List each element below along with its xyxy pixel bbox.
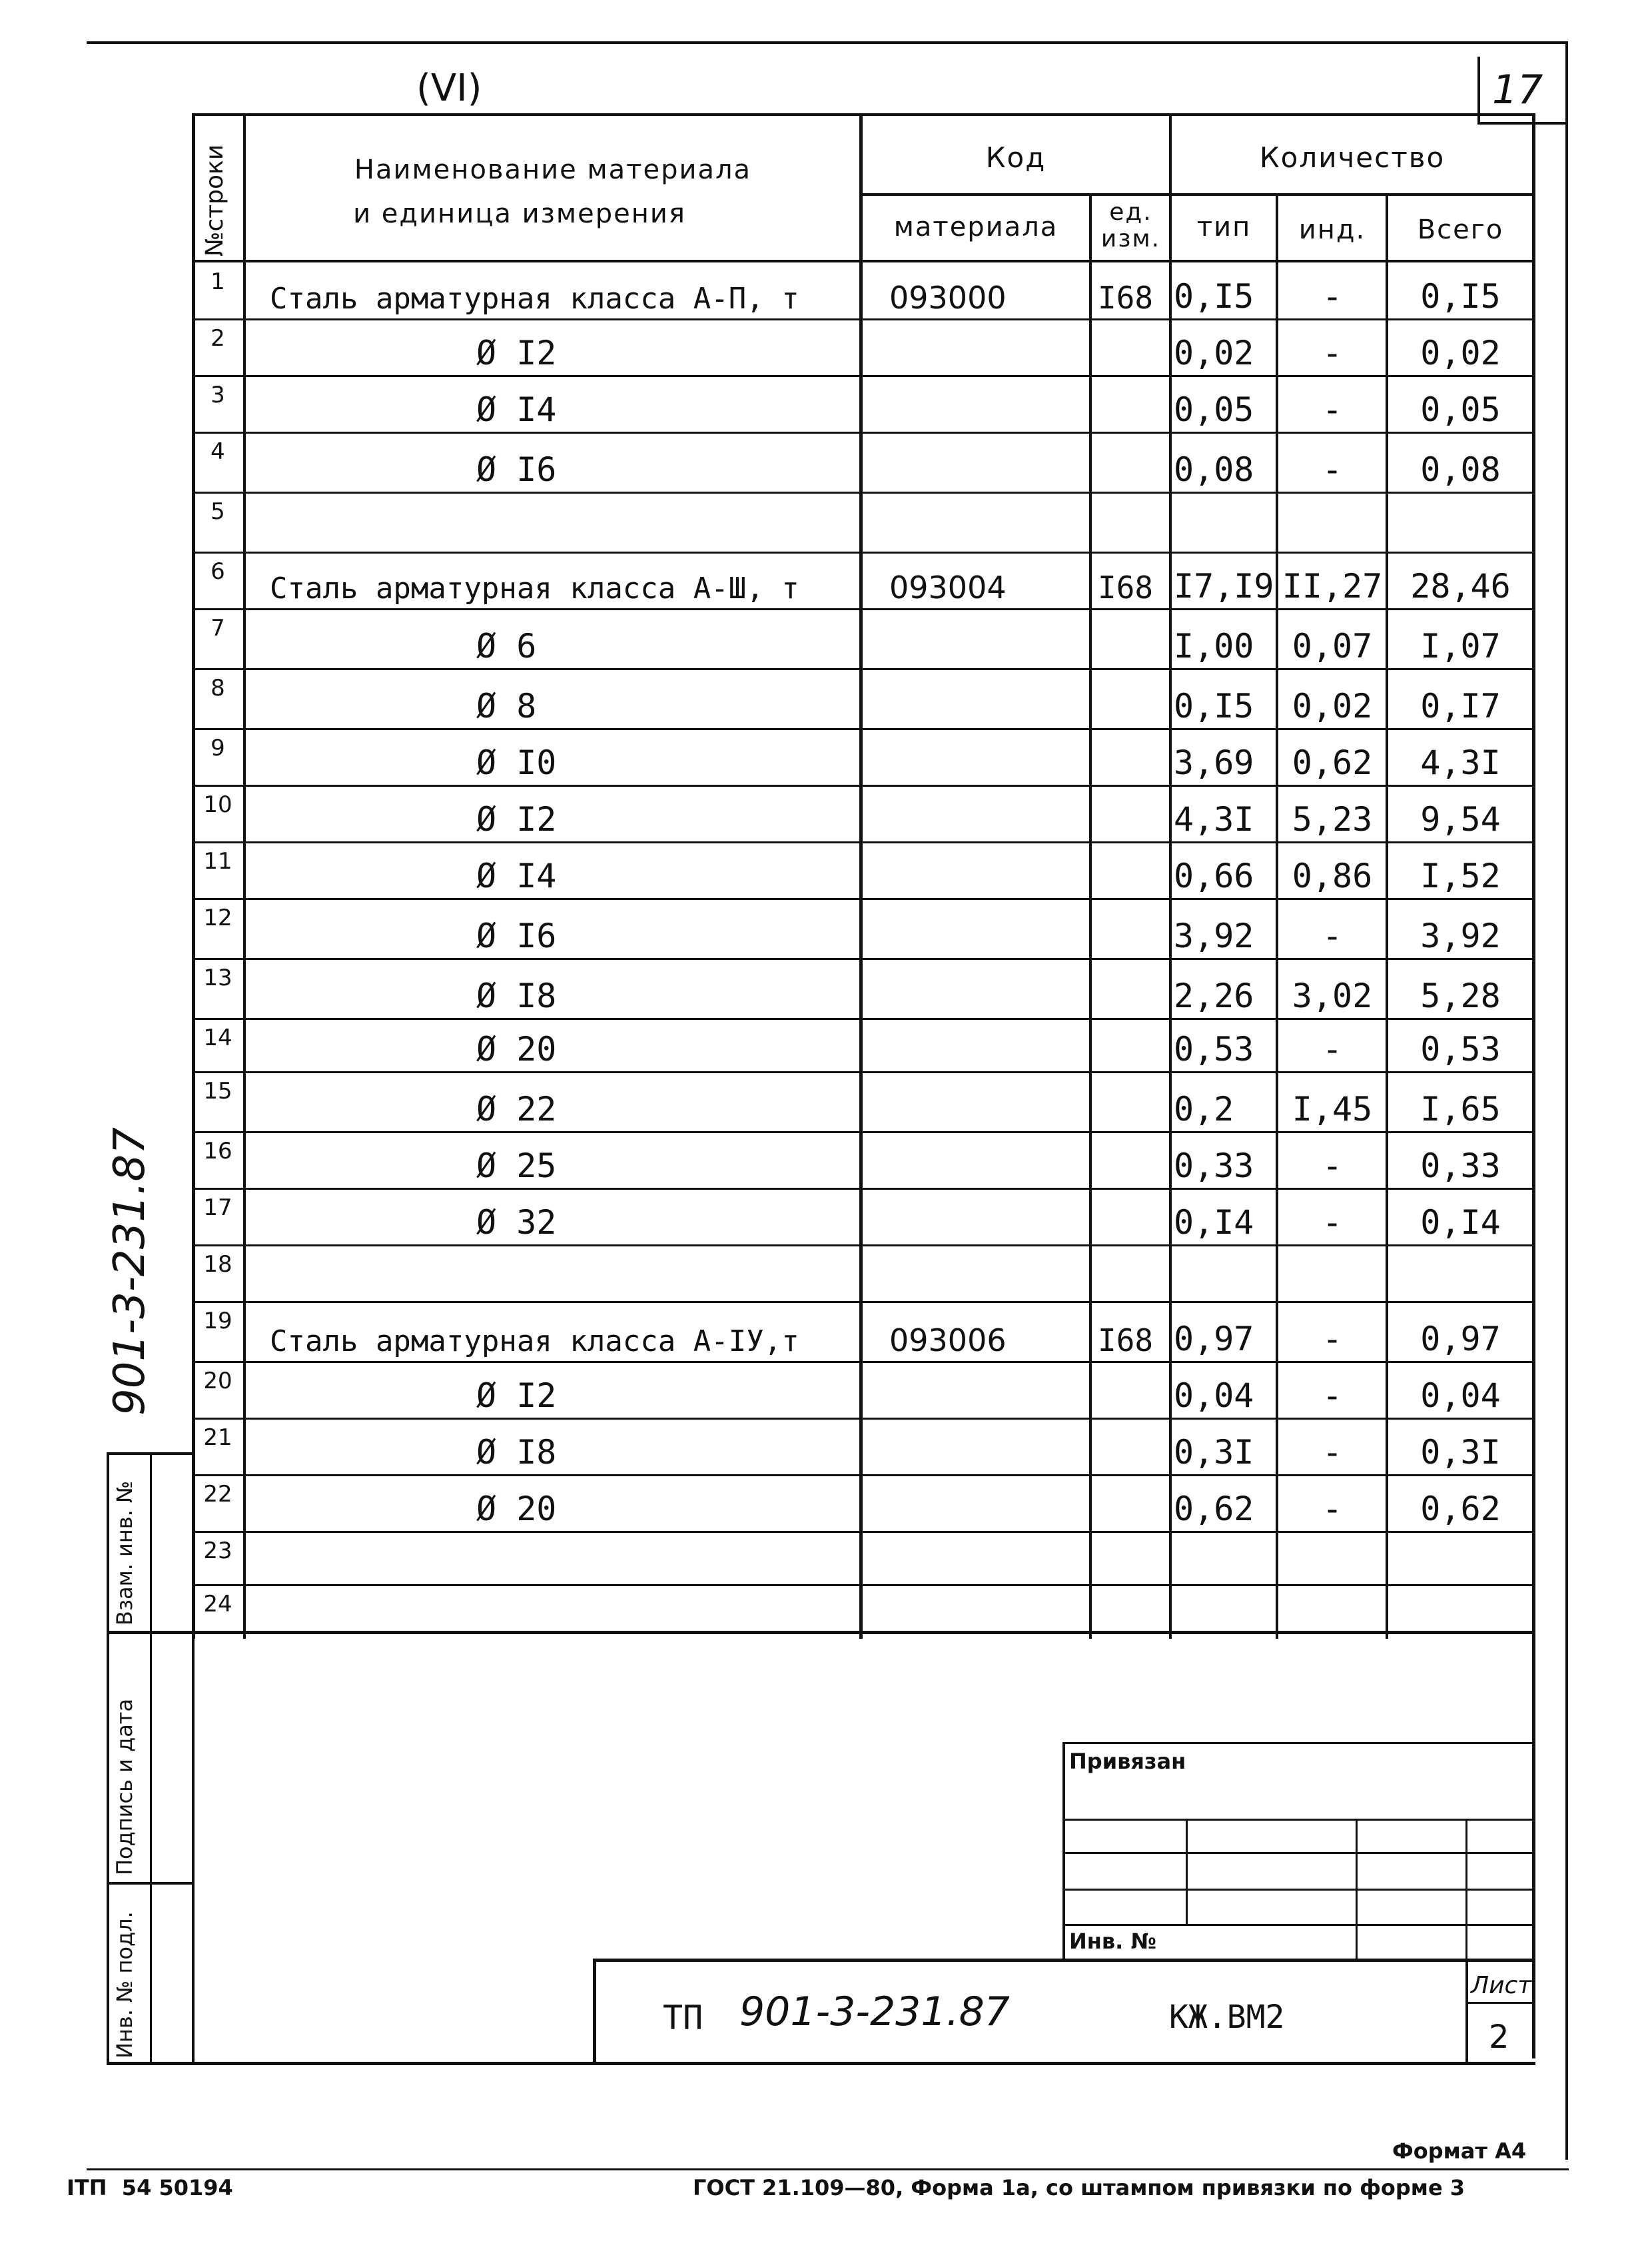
qty-type: 0,62 (1174, 1490, 1254, 1528)
qty-total: 0,05 (1420, 390, 1501, 429)
qty-total: I,52 (1420, 857, 1501, 895)
unit-code: I68 (1098, 570, 1154, 606)
row-number: 6 (210, 558, 225, 585)
side-sep-2 (107, 1882, 193, 1885)
material-name: Ø I8 (476, 1433, 557, 1472)
qty-total: 0,53 (1420, 1030, 1501, 1069)
header-row-no: №строки (201, 144, 228, 256)
material-code: 093000 (889, 280, 1007, 316)
material-name: Ø 25 (476, 1146, 557, 1185)
qty-ind: - (1322, 390, 1343, 429)
row-number: 5 (210, 498, 225, 525)
row-number: 22 (203, 1481, 232, 1508)
stamp-doc-code: КЖ.ВМ2 (1169, 1999, 1285, 2036)
material-name: Сталь арматурная класса А‑П, т (270, 282, 799, 316)
side-block-inner (150, 1452, 152, 2065)
qty-ind: - (1322, 450, 1343, 489)
material-name: Ø I2 (476, 334, 557, 372)
right-frame (1565, 41, 1568, 2160)
footer-left-code: ITП 54 50194 (67, 2175, 233, 2200)
table-bottom-rule (107, 1631, 1533, 1634)
qty-type: 0,2 (1174, 1090, 1234, 1128)
unit-code: I68 (1098, 280, 1154, 316)
col-type-left (1169, 113, 1172, 1639)
material-name: Сталь арматурная класса А-Ш, т (270, 572, 799, 606)
side-field-vzam: Взам. инв. № (112, 1480, 137, 1625)
qty-ind: 0,02 (1292, 687, 1373, 725)
qty-total: 9,54 (1420, 800, 1501, 839)
col-name-left (243, 113, 246, 1639)
qty-total: 0,33 (1420, 1146, 1501, 1185)
header-unit-line1: ед. (1109, 199, 1152, 226)
stamp-inv-label: Инв. № (1069, 1929, 1156, 1954)
material-name: Ø 6 (476, 627, 537, 666)
qty-ind: 0,07 (1292, 627, 1373, 666)
qty-ind: - (1322, 1146, 1343, 1185)
qty-type: 0,04 (1174, 1376, 1254, 1415)
qty-ind: - (1322, 1320, 1343, 1358)
header-name-line2: и единица измерения (353, 199, 686, 229)
qty-total (1389, 1585, 1532, 1627)
row-number: 9 (210, 735, 225, 761)
header-type: тип (1196, 212, 1252, 242)
material-code: 093006 (889, 1322, 1007, 1358)
page-number-box-bottom (1477, 122, 1565, 125)
stamp-row-4 (1062, 1924, 1535, 1926)
header-name-line1: Наименование материала (354, 155, 752, 185)
qty-ind: - (1322, 1433, 1343, 1472)
qty-type: 0,33 (1174, 1146, 1254, 1185)
sheet-marker: (VI) (416, 67, 482, 110)
qty-ind: - (1322, 917, 1343, 955)
top-rule (87, 41, 1565, 44)
row-number: 16 (203, 1138, 232, 1164)
material-name: Ø I6 (476, 917, 557, 955)
row-number: 12 (203, 905, 232, 931)
qty-total: 3,92 (1420, 917, 1501, 955)
side-code: 901-3-231.87 (105, 1127, 155, 1416)
side-block-left (107, 1452, 109, 2065)
qty-ind: - (1322, 1030, 1343, 1069)
qty-type: I7,I9 (1174, 567, 1274, 606)
material-name: Ø 22 (476, 1090, 557, 1128)
row-number: 4 (210, 438, 225, 465)
stamp-row-3 (1062, 1889, 1535, 1891)
qty-type: 0,53 (1174, 1030, 1254, 1069)
qty-ind (1282, 493, 1382, 549)
row-number: 19 (203, 1308, 232, 1334)
row-number: 23 (203, 1538, 232, 1564)
qty-ind: - (1322, 1376, 1343, 1415)
col-ind-left (1276, 193, 1278, 1639)
qty-type: 0,02 (1174, 334, 1254, 372)
qty-ind: I,45 (1292, 1090, 1373, 1128)
list-box-left (1465, 1962, 1468, 2062)
footer-gost: ГОСТ 21.109—80, Форма 1а, со штампом привязки по форме 3 (693, 2175, 1465, 2200)
qty-type: 3,92 (1174, 917, 1254, 955)
stamp-list-label: Лист (1471, 1972, 1532, 1999)
stamp-row-2 (1062, 1852, 1535, 1854)
qty-type: 3,69 (1174, 743, 1254, 782)
qty-total: 0,I5 (1420, 277, 1501, 316)
row-number: 18 (203, 1251, 232, 1278)
stamp-privyazan-label: Привязан (1069, 1749, 1186, 1774)
row-number: 3 (210, 382, 225, 408)
row-number: 2 (210, 325, 225, 352)
row-number: 15 (203, 1078, 232, 1105)
material-name: Ø 20 (476, 1030, 557, 1069)
qty-type: 0,97 (1174, 1320, 1254, 1358)
qty-ind (1282, 1532, 1382, 1581)
row-number: 17 (203, 1194, 232, 1221)
qty-ind: - (1322, 1490, 1343, 1528)
stamp-row-1 (1062, 1819, 1535, 1821)
header-quantity: Количество (1259, 141, 1446, 174)
title-block-left (593, 1959, 596, 2065)
qty-type: 0,66 (1174, 857, 1254, 895)
material-name: Сталь арматурная класса А-IУ,т (270, 1324, 799, 1358)
header-unit-line2: изм. (1100, 225, 1161, 252)
table-top-border (192, 113, 1534, 116)
qty-type: 4,3I (1174, 800, 1254, 839)
stamp-tp-code: 901-3-231.87 (739, 1989, 1010, 2035)
row-number: 8 (210, 675, 225, 701)
row-number: 11 (203, 848, 232, 875)
row-number: 10 (203, 791, 232, 818)
row-number: 24 (203, 1591, 232, 1617)
list-box-mid (1465, 2002, 1535, 2004)
qty-type: 0,3I (1174, 1433, 1254, 1472)
side-block-top (107, 1452, 193, 1455)
material-name: Ø 8 (476, 687, 537, 725)
qty-ind (1282, 1246, 1382, 1298)
qty-ind: - (1322, 1203, 1343, 1242)
qty-total: 0,08 (1420, 450, 1501, 489)
qty-ind: - (1322, 334, 1343, 372)
stamp-col-2 (1356, 1819, 1358, 1962)
qty-total: 28,46 (1410, 567, 1511, 606)
col-code-left (859, 113, 863, 1639)
qty-total: 0,I4 (1420, 1203, 1501, 1242)
footer-rule (87, 2168, 1569, 2170)
header-code-material: материала (893, 212, 1058, 242)
unit-code: I68 (1098, 1322, 1154, 1358)
qty-ind: 0,86 (1292, 857, 1373, 895)
qty-ind: - (1322, 277, 1343, 316)
qty-ind (1282, 1585, 1382, 1627)
qty-total: 0,3I (1420, 1433, 1501, 1472)
material-code: 093004 (889, 570, 1007, 606)
stamp-col-3 (1465, 1819, 1467, 1962)
stamp-col-1 (1186, 1819, 1188, 1924)
row-number: 1 (210, 268, 225, 295)
side-field-inv: Инв. № подл. (112, 1911, 137, 2058)
qty-total: 0,I7 (1420, 687, 1501, 725)
qty-total: I,65 (1420, 1090, 1501, 1128)
material-name: Ø I8 (476, 977, 557, 1015)
qty-type: 0,08 (1174, 450, 1254, 489)
material-name: Ø I2 (476, 1376, 557, 1415)
qty-type: 0,05 (1174, 390, 1254, 429)
table-right-border (1532, 113, 1535, 2058)
material-name: Ø I4 (476, 857, 557, 895)
qty-total: 0,02 (1420, 334, 1501, 372)
side-sep-1 (107, 1631, 193, 1633)
header-total: Всего (1417, 215, 1504, 245)
qty-total (1389, 1532, 1532, 1581)
qty-total: 4,3I (1420, 743, 1501, 782)
row-number: 21 (203, 1424, 232, 1451)
qty-total: 5,28 (1420, 977, 1501, 1015)
row-number: 13 (203, 965, 232, 991)
material-name: Ø I2 (476, 800, 557, 839)
qty-type: 0,I4 (1174, 1203, 1254, 1242)
qty-type: I,00 (1174, 627, 1254, 666)
qty-type: 0,I5 (1174, 687, 1254, 725)
side-block-right (192, 1631, 195, 2064)
side-field-podpis: Подпись и дата (112, 1698, 137, 1875)
row-number: 7 (210, 615, 225, 642)
page-number: 17 (1492, 67, 1543, 113)
qty-total: 0,04 (1420, 1376, 1501, 1415)
col-total-left (1386, 193, 1388, 1639)
side-block-bottom (107, 2062, 1535, 2065)
qty-ind: 0,62 (1292, 743, 1373, 782)
qty-total: I,07 (1420, 627, 1501, 666)
material-name: Ø 32 (476, 1203, 557, 1242)
qty-total (1389, 1246, 1532, 1298)
footer-format: Формат А4 (1392, 2138, 1527, 2164)
material-name: Ø I4 (476, 390, 557, 429)
col-unit-left (1089, 193, 1092, 1639)
qty-ind: II,27 (1282, 567, 1383, 606)
qty-ind: 5,23 (1292, 800, 1373, 839)
qty-total (1389, 493, 1532, 549)
stamp-list-value: 2 (1489, 2019, 1509, 2056)
qty-type: 0,I5 (1174, 277, 1254, 316)
qty-ind: 3,02 (1292, 977, 1373, 1015)
qty-total: 0,62 (1420, 1490, 1501, 1528)
header-ind: инд. (1298, 215, 1366, 245)
header-bottom-rule (192, 260, 1534, 262)
title-block-top (593, 1959, 1535, 1962)
row-number: 14 (203, 1025, 232, 1051)
header-mid-rule (859, 193, 1533, 196)
material-name: Ø 20 (476, 1490, 557, 1528)
header-code: Код (985, 141, 1046, 174)
qty-type: 2,26 (1174, 977, 1254, 1015)
stamp-privyazan-top (1062, 1742, 1535, 1744)
stamp-tp-prefix: ТП (663, 1999, 703, 2037)
qty-total: 0,97 (1420, 1320, 1501, 1358)
row-number: 20 (203, 1368, 232, 1394)
material-name: Ø I6 (476, 450, 557, 489)
material-name: Ø I0 (476, 743, 557, 782)
